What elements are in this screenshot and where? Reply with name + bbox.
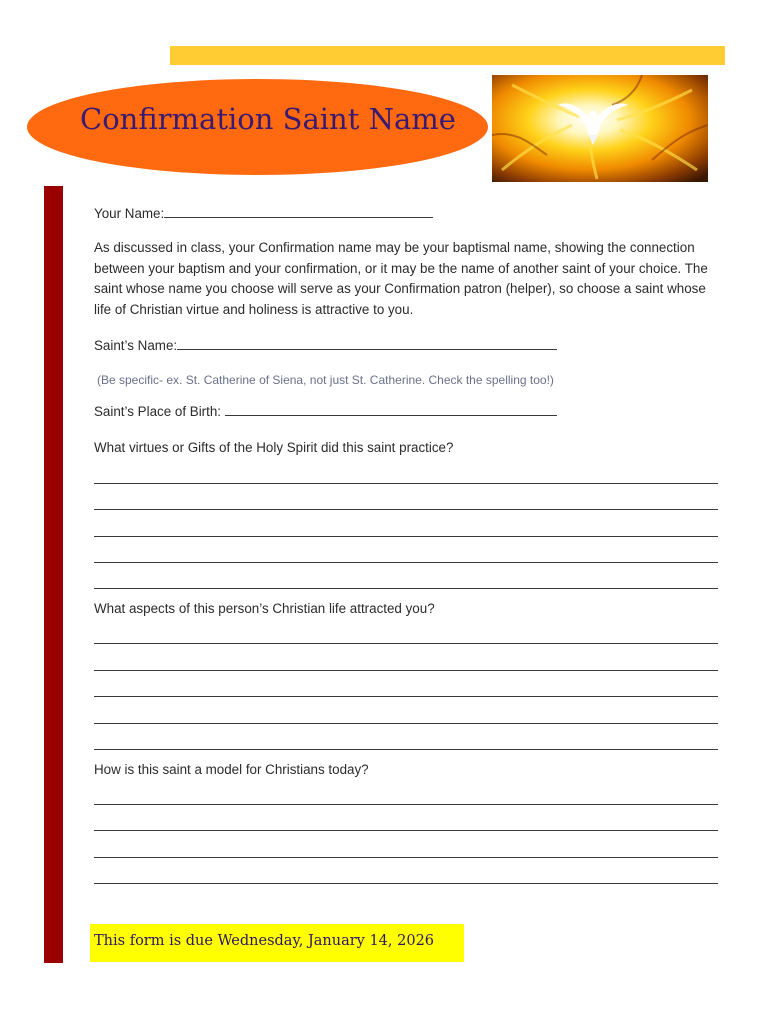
attraction-answer-line[interactable] [94,696,718,697]
attraction-answer-line[interactable] [94,723,718,724]
attraction-answer-line[interactable] [94,670,718,671]
virtues-answer-line[interactable] [94,483,718,484]
your-name-label: Your Name: [94,206,165,221]
virtues-answer-line[interactable] [94,588,718,589]
model-answer-line[interactable] [94,857,718,858]
model-answer-line[interactable] [94,804,718,805]
left-side-bar [44,186,63,963]
birthplace-field[interactable] [225,402,557,416]
attraction-answer-line[interactable] [94,749,718,750]
virtues-answer-line[interactable] [94,536,718,537]
saint-name-label: Saint’s Name: [94,338,178,353]
saint-name-hint: (Be specific- ex. St. Catherine of Siena, not just St. Catherine. Check the spelling too!) [97,373,554,387]
question-virtues: What virtues or Gifts of the Holy Spirit did this saint practice? [94,440,454,455]
top-accent-bar [170,46,725,65]
intro-paragraph: As discussed in class, your Confirmation name may be your baptismal name, showing the connection between your baptism and your confirmation, or it may be the name of another saint of your choice. The saint whose name you choose will serve as your Confirmation patron (helper), so choose a saint whose life of Christian virtue and holiness is attractive to you. [94,240,708,317]
birthplace-row [94,402,557,423]
birthplace-label: Saint’s Place of Birth: [94,404,225,419]
attraction-answer-line[interactable] [94,643,718,644]
virtues-answer-line[interactable] [94,562,718,563]
saint-name-row [94,336,557,357]
virtues-answer-line[interactable] [94,509,718,510]
saint-name-field[interactable] [177,336,557,350]
question-attraction: What aspects of this person’s Christian life attracted you? [94,601,435,616]
model-answer-line[interactable] [94,830,718,831]
model-answer-line[interactable] [94,883,718,884]
due-date-text: This form is due Wednesday, January 14, 2026 [94,933,435,949]
holy-spirit-dove-image [492,75,708,182]
your-name-row [94,204,433,225]
question-model: How is this saint a model for Christians today? [94,762,369,777]
page-title: Confirmation Saint Name [80,102,456,136]
due-date-highlight [90,924,464,962]
your-name-field[interactable] [164,204,433,218]
